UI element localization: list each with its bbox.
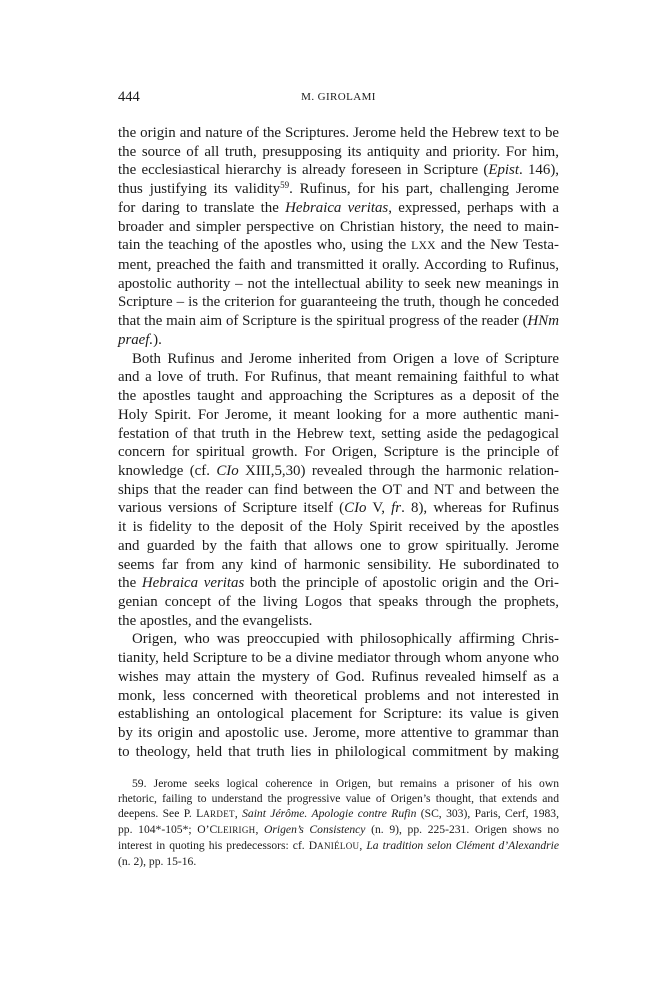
text-line: Scripture – is the criterion for guaranteeing the truth, though he conceded: [118, 294, 559, 311]
footnote-line: rhetoric, failing to understand the progressive value of Origen’s thought, that extends and: [118, 792, 559, 806]
footnote-ref[interactable]: 59: [280, 180, 290, 191]
text-line: wishes may attain the mystery of God. Rufinus revealed himself as a: [118, 668, 559, 685]
text-line: thus justifying its validity$^{59}$. Rufinus, for his part, challenging Jerome: [118, 180, 559, 198]
footnote-line: deepens. See P. LARDET, Saint Jérôme. Apologie contre Rufin (SC, 303), Paris, Cerf, 1983,: [118, 807, 559, 821]
text-line: knowledge (cf. CIo XIII,5,30) revealed through the harmonic relation-: [118, 462, 559, 479]
text-line: establishing an ontological placement for Scripture: its value is given: [118, 706, 559, 723]
text-line: and guarded by the faith that allows one to grow spiritually. Jerome: [118, 537, 559, 554]
footnote-line: pp. 104*-105*; O’CLEIRIGH, Origen’s Consistency (n. 9), pp. 225-231. Origen shows no: [118, 823, 560, 837]
text-line: genian concept of the living Logos that speaks through the prophets,: [118, 593, 559, 610]
text-line: Both Rufinus and Jerome inherited from Origen a love of Scripture: [132, 350, 559, 367]
text-line: the apostles taught and approaching the Scriptures as a deposit of the: [118, 388, 559, 405]
text-line: and a love of truth. For Rufinus, that meant remaining faithful to what: [118, 369, 559, 386]
text-line: tain the teaching of the apostles who, using the LXX and the New Testa-: [118, 237, 560, 254]
text-line: festation of that truth in the Hebrew text, setting aside the pedagogical: [118, 425, 559, 442]
text-line: to theology, held that truth lies in philological commitment by making: [118, 743, 559, 760]
text-line: that the main aim of Scripture is the spiritual progress of the reader (HNm: [118, 313, 559, 330]
footnote-line: interest in quoting his predecessors: cf. DANIÉLOU, La tradition selon Clément d’Alexandrie: [118, 839, 559, 853]
main-text: [118, 124, 559, 761]
footnote-59: [118, 776, 559, 870]
text-line: the ecclesiastical hierarchy is already foreseen in Scripture (Epist. 146),: [118, 162, 560, 179]
text-line: Holy Spirit. For Jerome, it meant looking for a more authentic mani-: [118, 406, 559, 423]
text-line: by its origin and apostolic use. Jerome, more attentive to grammar than: [118, 725, 559, 741]
paragraph-3: [118, 630, 559, 761]
text-line: broader and simpler perspective on Christian history, the need to main-: [118, 218, 559, 235]
text-line: monk, less concerned with theoretical problems and not interested in: [118, 687, 559, 704]
paragraph-1: [118, 124, 559, 350]
text-line: the Hebraica veritas both the principle of apostolic origin and the Ori-: [118, 575, 559, 592]
text-line: ment, preached the faith and transmitted it orally. According to Rufinus,: [118, 257, 559, 274]
text-line: ships that the reader can find between the OT and NT and between the: [118, 481, 559, 498]
text-line: the apostles, and the evangelists.: [118, 612, 313, 629]
text-line: various versions of Scripture itself (CIo V, fr. 8), whereas for Rufinus: [118, 500, 559, 517]
text-line: it is fidelity to the deposit of the Holy Spirit received by the apostles: [118, 519, 559, 536]
running-head: M. GIROLAMI: [301, 91, 376, 103]
text-line: concern for spiritual growth. For Origen, Scripture is the principle of: [118, 444, 559, 461]
paragraph-2: [118, 350, 559, 631]
text-line: seems far from any kind of harmonic sensibility. He subordinated to: [118, 556, 559, 573]
text-line: praef.).: [118, 331, 162, 348]
page-number: 444: [118, 89, 140, 105]
footnote-line: (n. 2), pp. 15-16.: [118, 855, 197, 869]
footnote-line: 59. Jerome seeks logical coherence in Origen, but remains a prisoner of his own: [132, 777, 559, 790]
page-header: [118, 89, 559, 107]
text-line: the source of all truth, presupposing its antiquity and priority. For him,: [118, 143, 559, 160]
text-line: Origen, who was preoccupied with philosophically affirming Chris-: [132, 631, 559, 648]
text-line: the origin and nature of the Scriptures. Jerome held the Hebrew text to be: [118, 125, 559, 141]
text-line: tianity, held Scripture to be a divine mediator through whom anyone who: [118, 650, 559, 667]
text-line: for daring to translate the Hebraica veritas, expressed, perhaps with a: [118, 199, 559, 216]
text-line: apostolic authority – not the intellectual ability to seek new meanings in: [118, 275, 559, 292]
